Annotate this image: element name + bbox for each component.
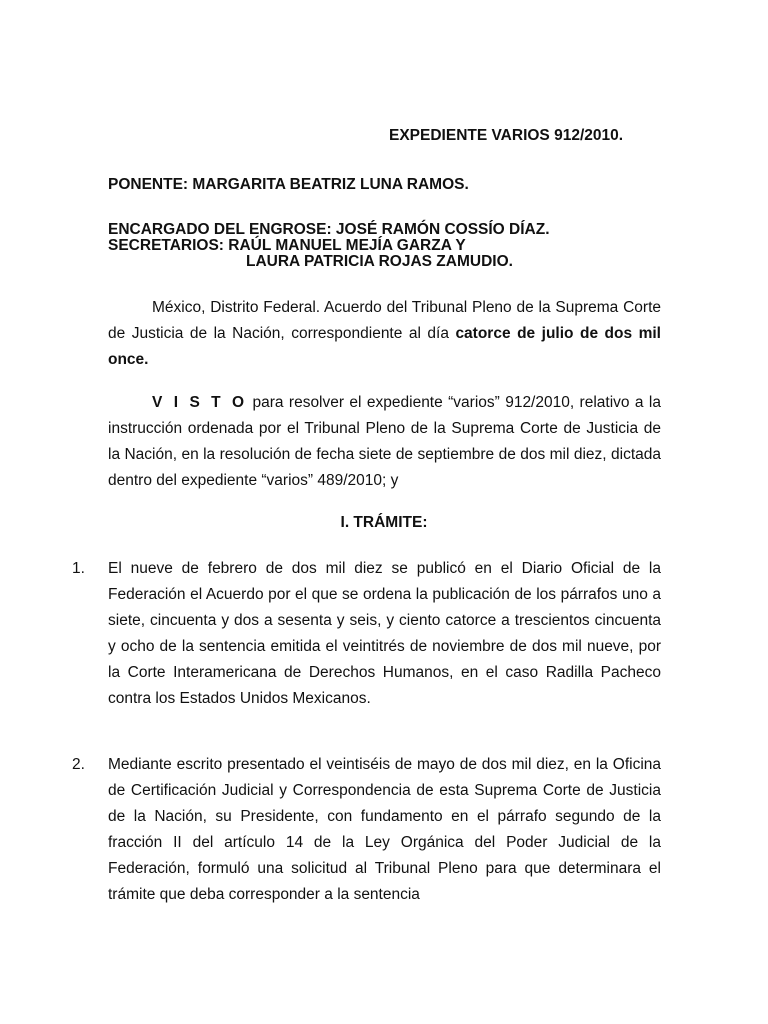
item-number: 2. xyxy=(72,756,85,773)
intro-date: catorce de julio de dos mil once. xyxy=(108,325,661,368)
encargado-block xyxy=(108,222,550,270)
item-text: Mediante escrito presentado el veintiséis de mayo de dos mil diez, en la Oficina de Certificación Judicial y Correspondencia de esta Suprema Corte de Justicia de la Nación, su Presidente, con fundamento en el párrafo segundo de la fracción II del artículo 14 de la Ley Orgánica del Poder Judicial de la Federación, formuló una solicitud al Tribunal Pleno para que determinara el trámite que deba corresponder a la sentencia xyxy=(108,756,661,903)
intro-text: México, Distrito Federal. Acuerdo del Tribunal Pleno de la Suprema Corte de Justicia de la Nación, correspondiente al día xyxy=(108,299,661,342)
item-text: El nueve de febrero de dos mil diez se publicó en el Diario Oficial de la Federación el Acuerdo por el que se ordena la publicación de los párrafos uno a siete, cincuenta y dos a sesenta y seis, y ciento catorce a trescientos cincuenta y ocho de la sentencia emitida el veintitrés de noviembre de dos mil nueve, por la Corte Interamericana de Derechos Humanos, en el caso Radilla Pacheco contra los Estados Unidos Mexicanos. xyxy=(108,560,661,707)
encargado-line: ENCARGADO DEL ENGROSE: JOSÉ RAMÓN COSSÍO DÍAZ. xyxy=(108,221,550,238)
expediente-title: EXPEDIENTE VARIOS 912/2010. xyxy=(389,127,624,144)
ponente-line: PONENTE: MARGARITA BEATRIZ LUNA RAMOS. xyxy=(108,176,469,193)
section-heading xyxy=(0,514,768,532)
item-number: 1. xyxy=(72,560,85,577)
visto-text: para resolver el expediente “varios” 912/2010, relativo a la instrucción ordenada por el Tribunal Pleno de la Suprema Corte de Justicia de la Nación, en la resolución de fecha siete de septiembre de dos mil diez, dictada dentro del expediente “varios” 489/2010; y xyxy=(108,394,661,489)
secretarios-line-2: LAURA PATRICIA ROJAS ZAMUDIO. xyxy=(246,253,513,270)
visto-paragraph xyxy=(108,390,661,494)
intro-paragraph xyxy=(108,295,661,373)
visto-lead: V I S T O xyxy=(152,394,248,411)
secretarios-line-1: SECRETARIOS: RAÚL MANUEL MEJÍA GARZA Y xyxy=(108,237,466,254)
section-title: I. TRÁMITE: xyxy=(340,514,428,531)
